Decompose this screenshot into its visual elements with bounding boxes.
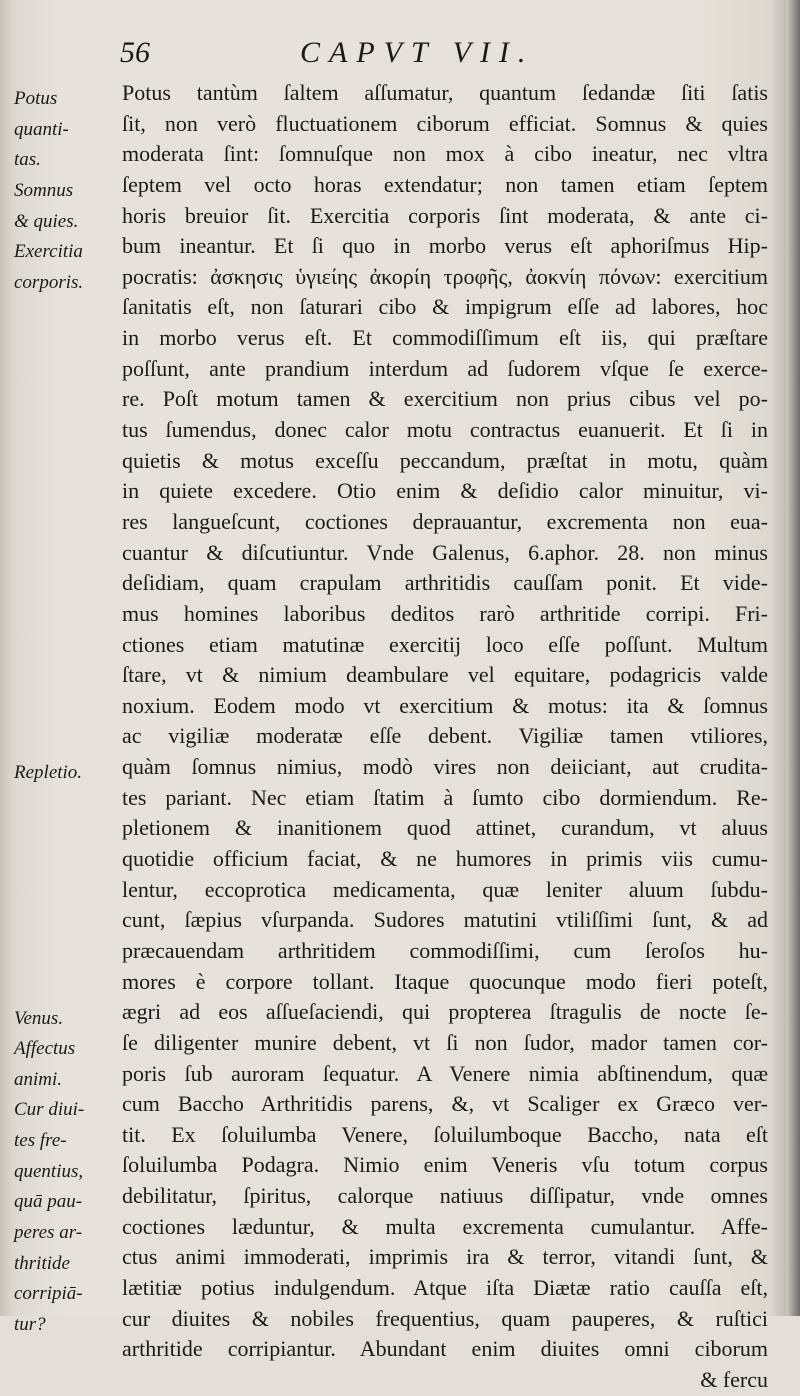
margin-note: & quies. — [14, 210, 79, 232]
text-line: mores è corpore tollant. Itaque quocunque modo fieri poteſt, — [122, 968, 768, 994]
margin-note: Somnus — [14, 179, 74, 201]
text-line: ſanitatis eſt, non ſaturari cibo & impigrum eſſe ad labores, hoc — [122, 294, 768, 320]
text-line: re. Poſt motum tamen & exercitium non prius cibus vel po- — [122, 386, 768, 412]
text-line: cuantur & diſcutiuntur. Vnde Galenus, 6.aphor. 28. non minus — [122, 539, 768, 565]
text-line: cunt, ſæpius vſurpanda. Sudores matutini vtiliſſimi ſunt, & ad — [122, 907, 768, 933]
text-line: horis breuior ſit. Exercitia corporis ſint moderata, & ante ci- — [122, 202, 768, 228]
margin-note: tas. — [14, 149, 41, 171]
text-line: quotidie officium faciat, & ne humores in primis viis cumu- — [122, 846, 768, 872]
text-line: deſidiam, quam crapulam arthritidis cauſſam ponit. Et vide- — [122, 570, 768, 596]
text-line: poſſunt, ante prandium interdum ad ſudorem vſque ſe exerce- — [122, 355, 768, 381]
text-line: in quiete excedere. Otio enim & deſidio calor minuitur, vi- — [122, 478, 768, 504]
margin-note: quā pau- — [14, 1191, 83, 1213]
text-line: moderata ſint: ſomnuſque non mox à cibo ineatur, nec vltra — [122, 141, 768, 167]
text-line: in morbo verus eſt. Et commodiſſimum eſt iis, qui præſtare — [122, 325, 768, 351]
page-number: 56 — [120, 36, 150, 69]
page-header — [120, 36, 760, 76]
text-line: ctus animi immoderati, imprimis ira & terror, vitandi ſunt, & — [122, 1244, 768, 1270]
margin-note: thritide — [14, 1252, 70, 1274]
text-line: ſe diligenter munire debent, vt ſi non ſudor, mador tamen cor- — [122, 1029, 768, 1055]
text-line: pocratis: ἀσκησις ὑγιείης ἀκορίη τροφῆς, ἀοκνίη πόνων: exercitium — [122, 263, 768, 289]
text-line: tes pariant. Nec etiam ſtatim à ſumto cibo dormiendum. Re- — [122, 784, 768, 810]
text-line: tit. Ex ſoluilumba Venere, ſoluilumboque Baccho, nata eſt — [122, 1121, 768, 1147]
text-line: ægri ad eos aſſueſaciendi, qui propterea ſtragulis de nocte ſe- — [122, 999, 768, 1025]
text-line: debilitatur, ſpiritus, calorque natiuus diſſipatur, vnde omnes — [122, 1183, 768, 1209]
text-line: arthritide corripiantur. Abundant enim diuites omni ciborum — [122, 1336, 768, 1362]
margin-note: Exercitia — [14, 241, 83, 263]
text-line: ſtare, vt & nimium deambulare vel equitare, podagricis valde — [122, 662, 768, 688]
text-line: ac vigiliæ moderatæ eſſe debent. Vigiliæ tamen vtiliores, — [122, 723, 768, 749]
text-line: ſoluilumba Podagra. Nimio enim Veneris vſu totum corpus — [122, 1152, 768, 1178]
text-line: quietis & motus exceſſu peccandum, præſtat in motu, quàm — [122, 447, 768, 473]
margin-note: quentius, — [14, 1160, 84, 1182]
text-line: bum ineantur. Et ſi quo in morbo verus eſt aphoriſmus Hip- — [122, 233, 768, 259]
text-line: cum Baccho Arthritidis parens, &, vt Scaliger ex Græco ver- — [122, 1091, 768, 1117]
margin-note: Repletio. — [14, 762, 83, 784]
text-line: ſit, non verò fluctuationem ciborum efficiat. Somnus & quies — [122, 110, 768, 136]
body-text — [122, 78, 768, 1396]
text-line: mus homines laboribus deditos rarò arthritide corripi. Fri- — [122, 600, 768, 626]
margin-notes — [14, 82, 126, 1335]
text-line: quàm ſomnus nimius, modò vires non deiiciant, aut crudita- — [122, 754, 768, 780]
margin-note: corporis. — [14, 271, 84, 293]
margin-note: quanti- — [14, 118, 69, 140]
page-edge-shadow — [786, 0, 800, 1316]
text-line: tus ſumendus, donec calor motu contractus euanuerit. Et ſi in — [122, 417, 768, 443]
text-line: res langueſcunt, coctiones deprauantur, excrementa non eua- — [122, 508, 768, 534]
margin-note: tes fre- — [14, 1130, 67, 1152]
margin-note: Potus — [14, 88, 58, 109]
margin-note: peres ar- — [14, 1222, 83, 1244]
text-line: & fercu — [700, 1366, 768, 1392]
text-line: ſeptem vel octo horas extendatur; non tamen etiam ſeptem — [122, 171, 768, 197]
text-line: poris ſub auroram ſequatur. A Venere nimia abſtinendum, quæ — [122, 1060, 768, 1086]
margin-note: Cur diui- — [14, 1099, 85, 1121]
margin-note: tur? — [14, 1314, 46, 1335]
margin-note: Affectus — [14, 1038, 76, 1060]
text-line: cur diuites & nobiles frequentius, quam pauperes, & ruſtici — [122, 1305, 768, 1331]
text-line: noxium. Eodem modo vt exercitium & motus: ita & ſomnus — [122, 692, 768, 718]
running-head: CAPVT VII. — [300, 36, 535, 69]
text-line: coctiones læduntur, & multa excrementa cumulantur. Affe- — [122, 1213, 768, 1239]
text-line: ctiones etiam matutinæ exercitij loco eſſe poſſunt. Multum — [122, 631, 768, 657]
margin-note: animi. — [14, 1068, 63, 1090]
text-line: præcauendam arthritidem commodiſſimi, cum ſeroſos hu- — [122, 937, 768, 963]
margin-note: Venus. — [14, 1007, 64, 1029]
text-line: pletionem & inanitionem quod attinet, curandum, vt aluus — [122, 815, 768, 841]
text-line: lætitiæ potius indulgendum. Atque iſta Diætæ ratio cauſſa eſt, — [122, 1274, 768, 1300]
text-line: lentur, eccoprotica medicamenta, quæ leniter aluum ſubdu- — [122, 876, 768, 902]
margin-note: corripiā- — [14, 1283, 83, 1305]
text-line: Potus tantùm ſaltem aſſumatur, quantum ſedandæ ſiti ſatis — [122, 80, 768, 105]
